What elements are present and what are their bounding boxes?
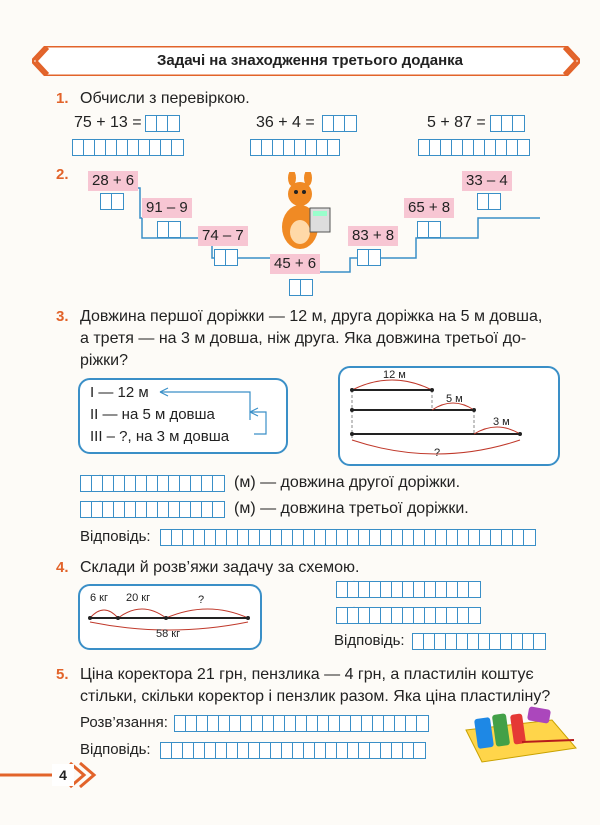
task2-expr-7: 33 – 4 — [462, 171, 512, 191]
task-number-1: 1. — [56, 90, 69, 107]
answer-cells[interactable] — [336, 607, 481, 624]
answer-cells[interactable] — [100, 193, 124, 210]
mass-label-question: ? — [198, 594, 205, 606]
answer-cells[interactable] — [214, 249, 238, 266]
task2-expr-3: 74 – 7 — [198, 226, 248, 246]
task1-text: Обчисли з перевіркою. — [80, 90, 250, 107]
check-cells[interactable] — [418, 139, 530, 156]
answer-label: Відповідь: — [80, 741, 151, 758]
task2-expr-5: 83 + 8 — [348, 226, 398, 246]
answer-cells[interactable] — [357, 249, 381, 266]
step-1-text: (м) — довжина другої доріжки. — [234, 474, 461, 491]
answer-cells[interactable] — [490, 115, 525, 132]
condition-arrows — [150, 384, 275, 444]
task2-expr-4: 45 + 6 — [270, 254, 320, 274]
task4-text: Склади й розв’яжи задачу за схемою. — [80, 559, 360, 576]
answer-cells[interactable] — [145, 115, 180, 132]
answer-cells[interactable] — [322, 115, 357, 132]
task3-line-1: Довжина першої доріжки — 12 м, друга доріжка на 5 м довша, — [80, 308, 543, 325]
answer-cells[interactable] — [336, 581, 481, 598]
task2-expr-6: 65 + 8 — [404, 198, 454, 218]
check-cells[interactable] — [250, 139, 340, 156]
mass-label-20kg: 20 кг — [126, 592, 151, 604]
answer-label: Відповідь: — [334, 632, 405, 649]
task1-expr-2: 36 + 4 = — [256, 114, 315, 131]
solution-label: Розв’язання: — [80, 714, 168, 731]
short-line-2: ІІ — на 5 м довша — [90, 406, 215, 423]
answer-label: Відповідь: — [80, 528, 151, 545]
kangaroo-icon — [270, 172, 340, 252]
segment-diagram — [340, 368, 556, 460]
task1-expr-1: 75 + 13 = — [74, 114, 142, 131]
short-line-1: І — 12 м — [90, 384, 149, 401]
plasticine-icon — [462, 700, 580, 764]
task5-line-2: стільки, скільки коректор і пензлик разом. Яка ціна пластиліну? — [80, 688, 551, 705]
diagram-label-3m: 3 м — [493, 416, 510, 428]
answer-cells[interactable] — [157, 221, 181, 238]
page-number: 4 — [52, 764, 74, 786]
answer-cells[interactable] — [80, 501, 225, 518]
answer-cells[interactable] — [417, 221, 441, 238]
task-number-5: 5. — [56, 666, 69, 683]
page-number-arrow — [0, 760, 100, 790]
task2-expr-2: 91 – 9 — [142, 198, 192, 218]
answer-cells[interactable] — [289, 279, 313, 296]
answer-cells[interactable] — [412, 633, 546, 650]
mass-label-total: 58 кг — [156, 628, 181, 640]
short-line-3: ІІІ – ?, на 3 м довша — [90, 428, 230, 445]
task3-line-2: а третя — на 3 м довша, ніж друга. Яка довжина третьої до- — [80, 330, 527, 347]
answer-cells[interactable] — [174, 715, 429, 732]
page-title: Задачі на знаходження третього доданка — [157, 52, 463, 69]
task-number-4: 4. — [56, 559, 69, 576]
task-number-3: 3. — [56, 308, 69, 325]
check-cells[interactable] — [72, 139, 184, 156]
answer-cells[interactable] — [160, 742, 426, 759]
diagram-label-12m: 12 м — [383, 369, 406, 381]
diagram-label-5m: 5 м — [446, 393, 463, 405]
step-2-text: (м) — довжина третьої доріжки. — [234, 500, 469, 517]
task1-expr-3: 5 + 87 = — [427, 114, 486, 131]
answer-cells[interactable] — [160, 529, 536, 546]
task-number-2: 2. — [56, 166, 69, 183]
mass-label-6kg: 6 кг — [90, 592, 108, 604]
task2-expr-1: 28 + 6 — [88, 171, 138, 191]
answer-cells[interactable] — [80, 475, 225, 492]
answer-cells[interactable] — [477, 193, 501, 210]
task3-line-3: ріжки? — [80, 352, 128, 369]
task5-line-1: Ціна коректора 21 грн, пензлика — 4 грн, а пластилін коштує — [80, 666, 534, 683]
diagram-label-question: ? — [434, 447, 441, 459]
